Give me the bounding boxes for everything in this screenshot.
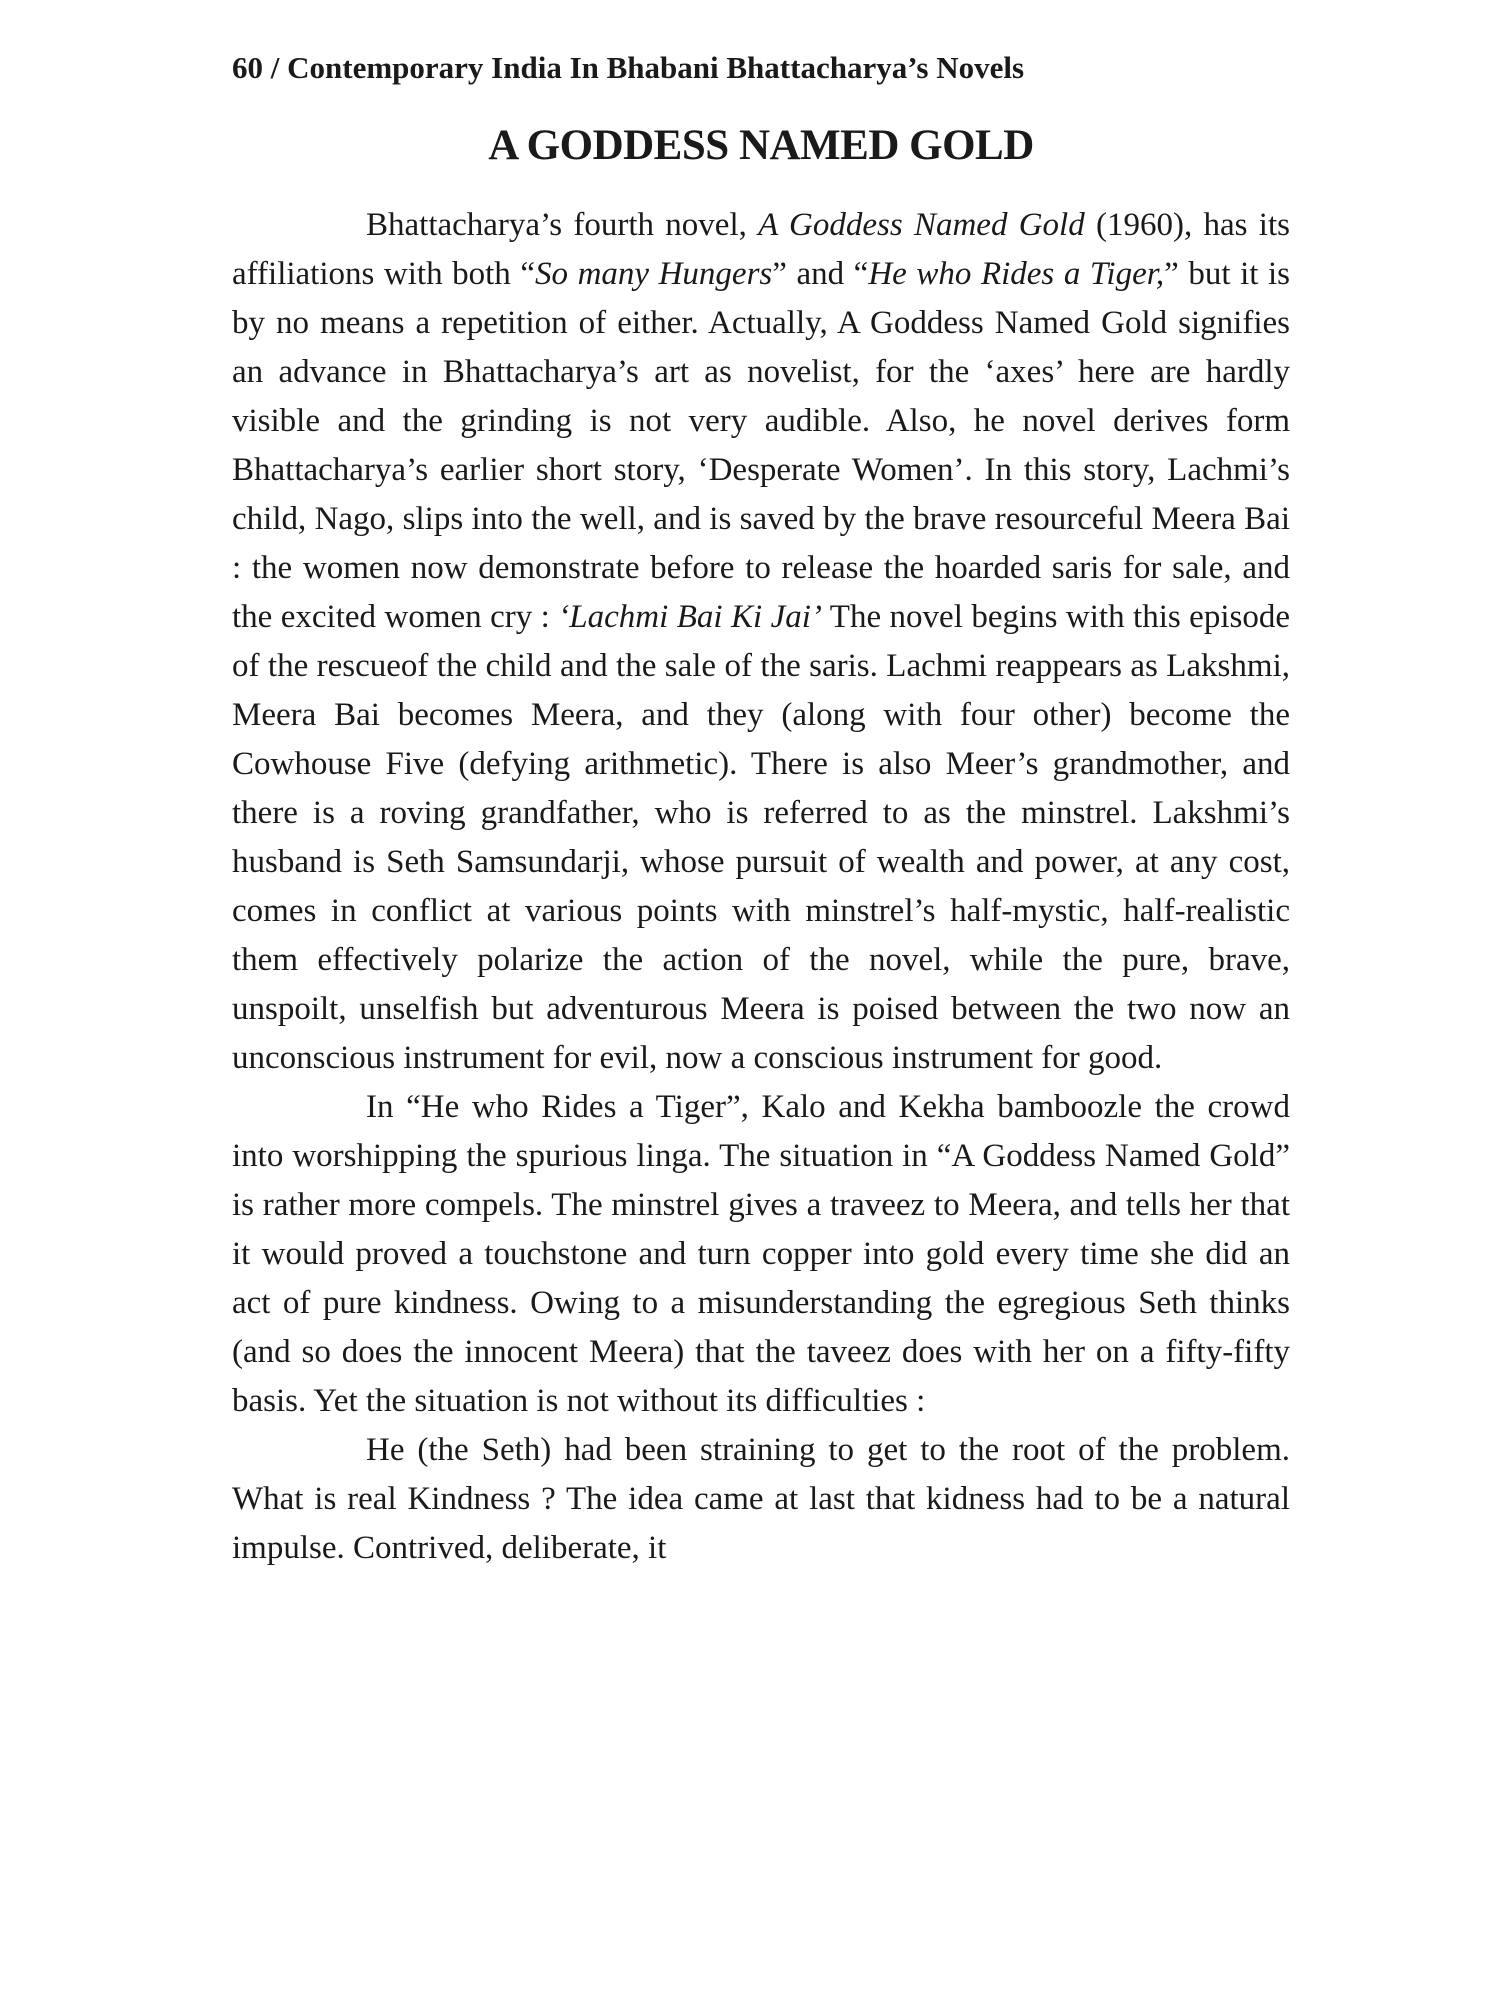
paragraph-1-text-g: ” but it is by no means a repetition of either. Actually, A Goddess Named Gold signifies an advance in Bhattacharya’s art as novelist, for the ‘axes’ here are hardly visible and the grinding is not very audible. Also, he novel derives form Bhattacharya’s earlier short story, ‘Desperate Women’. In this story, Lachmi’s child, Nago, slips into the well, and is saved by the brave resourceful Meera Bai : the women now demonstrate before to release the hoarded saris for sale, and the excited women cry :: [232, 256, 1290, 635]
paragraph-1: [232, 201, 1290, 1083]
paragraph-1-text-e: ” and “: [772, 256, 869, 292]
paragraph-1-text-a: Bhattacharya’s fourth novel,: [366, 207, 759, 243]
book-page: [232, 46, 1290, 1573]
paragraph-1-slogan: ‘Lachmi Bai Ki Jai’: [558, 599, 822, 635]
paragraph-2: In “He who Rides a Tiger”, Kalo and Kekha bamboozle the crowd into worshipping the spurious linga. The situation in “A Goddess Named Gold” is rather more compels. The minstrel gives a traveez to Meera, and tells her that it would proved a touchstone and turn copper into gold every time she did an act of pure kindness. Owing to a misunderstanding the egregious Seth thinks (and so does the innocent Meera) that the taveez does with her on a fifty-fifty basis. Yet the situation is not without its difficulties :: [232, 1089, 1290, 1419]
paragraph-3-quotation: He (the Seth) had been straining to get to the root of the problem. What is real Kindness ? The idea came at last that kidness had to be a natural impulse. Contrived, deliberate, it: [232, 1432, 1290, 1566]
running-head: 60 / Contemporary India In Bhabani Bhattacharya’s Novels: [232, 50, 1025, 85]
paragraph-1-title-tiger: He who Rides a Tiger,: [868, 256, 1165, 292]
paragraph-1-text-i: The novel begins with this episode of the rescueof the child and the sale of the saris. Lachmi reappears as Lakshmi, Meera Bai becomes Meera, and they (along with four other) become the Cowhouse Five (defying arithmetic). There is also Meer’s grandmother, and there is a roving grandfather, who is referred to as the minstrel. Lakshmi’s husband is Seth Samsundarji, whose pursuit of wealth and power, at any cost, comes in conflict at various points with minstrel’s half-mystic, half-realistic them effectively polarize the action of the novel, while the pure, brave, unspoilt, unselfish but adventurous Meera is poised between the two now an unconscious instrument for evil, now a conscious instrument for good.: [232, 599, 1290, 1076]
chapter-title: A GODDESS NAMED GOLD: [488, 122, 1034, 169]
paragraph-1-text-c: (1960), has its affiliations with both “: [232, 207, 1290, 292]
paragraph-1-title-hungers: So many Hungers: [535, 256, 773, 292]
paragraph-1-title-goddess: A Goddess Named Gold: [758, 207, 1085, 243]
